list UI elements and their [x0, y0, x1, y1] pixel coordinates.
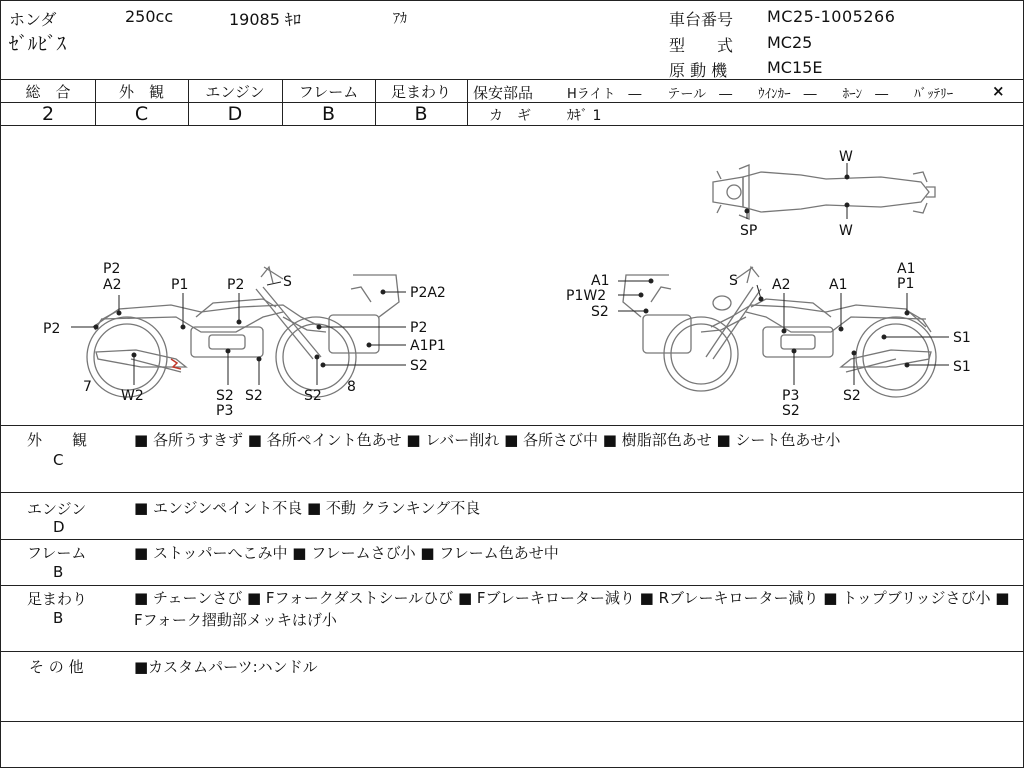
remark-label-frame: フレーム	[27, 544, 87, 562]
engine-label: 原 動 機	[669, 61, 728, 80]
label-right-p1w2: P1W2	[566, 288, 607, 304]
frame-no: MC25-1005266	[767, 7, 896, 26]
remark-text-exterior: ■ 各所うすきず ■ 各所ペイント色あせ ■ レバー削れ ■ 各所さび中 ■ 樹脂部色あせ ■ シート色あせ小	[134, 431, 841, 449]
remark-text-frame: ■ ストッパーへこみ中 ■ フレームさび小 ■ フレーム色あせ中	[134, 544, 559, 562]
remark-grade-exterior: C	[53, 451, 64, 469]
label-left-a2-top: A2	[103, 277, 122, 293]
label-left-p2a2: P2A2	[410, 285, 446, 301]
grade-label-engine: エンジン	[205, 83, 265, 101]
label-right-s2-b2: S2	[843, 388, 861, 404]
grade-value-exterior: C	[134, 103, 149, 125]
divider	[1, 651, 1023, 652]
label-left-8: 8	[347, 379, 356, 395]
divider	[1, 425, 1023, 426]
grade-value-overall: 2	[41, 103, 55, 125]
label-top-w-upper: W	[839, 149, 853, 165]
key-label: カ ギ	[489, 108, 531, 124]
frame-no-label: 車台番号	[669, 10, 734, 29]
grade-label-exterior: 外 観	[118, 83, 164, 101]
remark-label-suspension: 足まわり	[27, 590, 88, 608]
type-label: 型 式	[669, 36, 734, 55]
grade-label-frame: フレーム	[298, 83, 359, 101]
label-left-p2-mid: P2	[227, 277, 245, 293]
label-right-p1-tr: P1	[897, 276, 915, 292]
type-value: MC25	[767, 33, 813, 52]
label-right-a1-tr: A1	[897, 261, 916, 277]
maker: ホンダ	[9, 10, 57, 29]
divider	[1, 492, 1023, 493]
remark-label-engine: エンジン	[27, 500, 87, 518]
divider	[1, 125, 1023, 126]
label-left-a1p1: A1P1	[410, 338, 446, 354]
label-left-p2-top: P2	[103, 261, 121, 277]
remark-text-other: ■カスタムパーツ:ハンドル	[134, 658, 318, 676]
label-left-p1: P1	[171, 277, 189, 293]
label-right-s1a: S1	[953, 330, 971, 346]
color: ｱｶ	[393, 11, 407, 27]
mileage: 19085 ｷﾛ	[229, 10, 301, 29]
label-right-s2-bot: S2	[782, 403, 800, 419]
label-right-a1-mid: A1	[829, 277, 848, 293]
remark-grade-suspension: B	[53, 609, 64, 627]
label-top-sp: SP	[740, 223, 758, 239]
label-right-p3: P3	[782, 388, 800, 404]
label-left-p2-right: P2	[410, 320, 428, 336]
remark-label-exterior: 外 観	[27, 431, 88, 449]
motorcycle-diagram	[1, 127, 1023, 427]
grade-label-suspension: 足まわり	[390, 83, 451, 101]
divider	[467, 102, 1023, 103]
divider	[1, 79, 1023, 80]
label-left-s2c: S2	[304, 388, 322, 404]
label-left-s-top: S	[283, 274, 292, 290]
label-left-p2-side: P2	[43, 321, 61, 337]
grade-value-engine: D	[227, 103, 243, 125]
label-right-s2-tl: S2	[591, 304, 609, 320]
label-right-s1b: S1	[953, 359, 971, 375]
battery-mark: ×	[992, 82, 1005, 100]
label-left-w2: W2	[121, 388, 144, 404]
remark-text-suspension: ■ チェーンさび ■ Fフォークダストシールひび ■ Fブレーキローター減り ■ Rブレーキローター減り ■ トップブリッジさび小 ■ Fフォーク摺動部メッキはげ小	[134, 589, 1010, 629]
label-right-a2: A2	[772, 277, 791, 293]
remark-label-other: そ の 他	[29, 658, 84, 676]
label-left-s2-right: S2	[410, 358, 428, 374]
label-left-7: 7	[83, 379, 92, 395]
label-left-p3: P3	[216, 403, 234, 419]
label-right-a1-tl: A1	[591, 273, 610, 289]
safety-items: Hライト ― テール ― ｳｲﾝｶｰ ― ﾎｰﾝ ― ﾊﾞｯﾃﾘｰ	[567, 87, 954, 102]
engine-value: MC15E	[767, 58, 823, 77]
remark-grade-engine: D	[53, 518, 65, 536]
safety-title: 保安部品	[473, 84, 534, 102]
grade-label-overall: 総 合	[25, 83, 71, 101]
label-right-s-top: S	[729, 273, 738, 289]
label-left-s2b: S2	[245, 388, 263, 404]
divider	[1, 721, 1023, 722]
grade-value-suspension: B	[414, 103, 428, 125]
displacement: 250cc	[125, 7, 174, 26]
remark-text-engine: ■ エンジンペイント不良 ■ 不動 クランキング不良	[134, 499, 481, 517]
divider	[1, 585, 1023, 586]
grade-value-frame: B	[321, 103, 336, 125]
divider	[467, 79, 468, 125]
label-left-s2a: S2	[216, 388, 234, 404]
label-top-w-lower: W	[839, 223, 853, 239]
model-name: ｾﾞﾙﾋﾞｽ	[9, 33, 67, 55]
divider	[1, 539, 1023, 540]
remark-grade-frame: B	[53, 563, 64, 581]
key-value: ｶｷﾞ 1	[567, 108, 602, 124]
